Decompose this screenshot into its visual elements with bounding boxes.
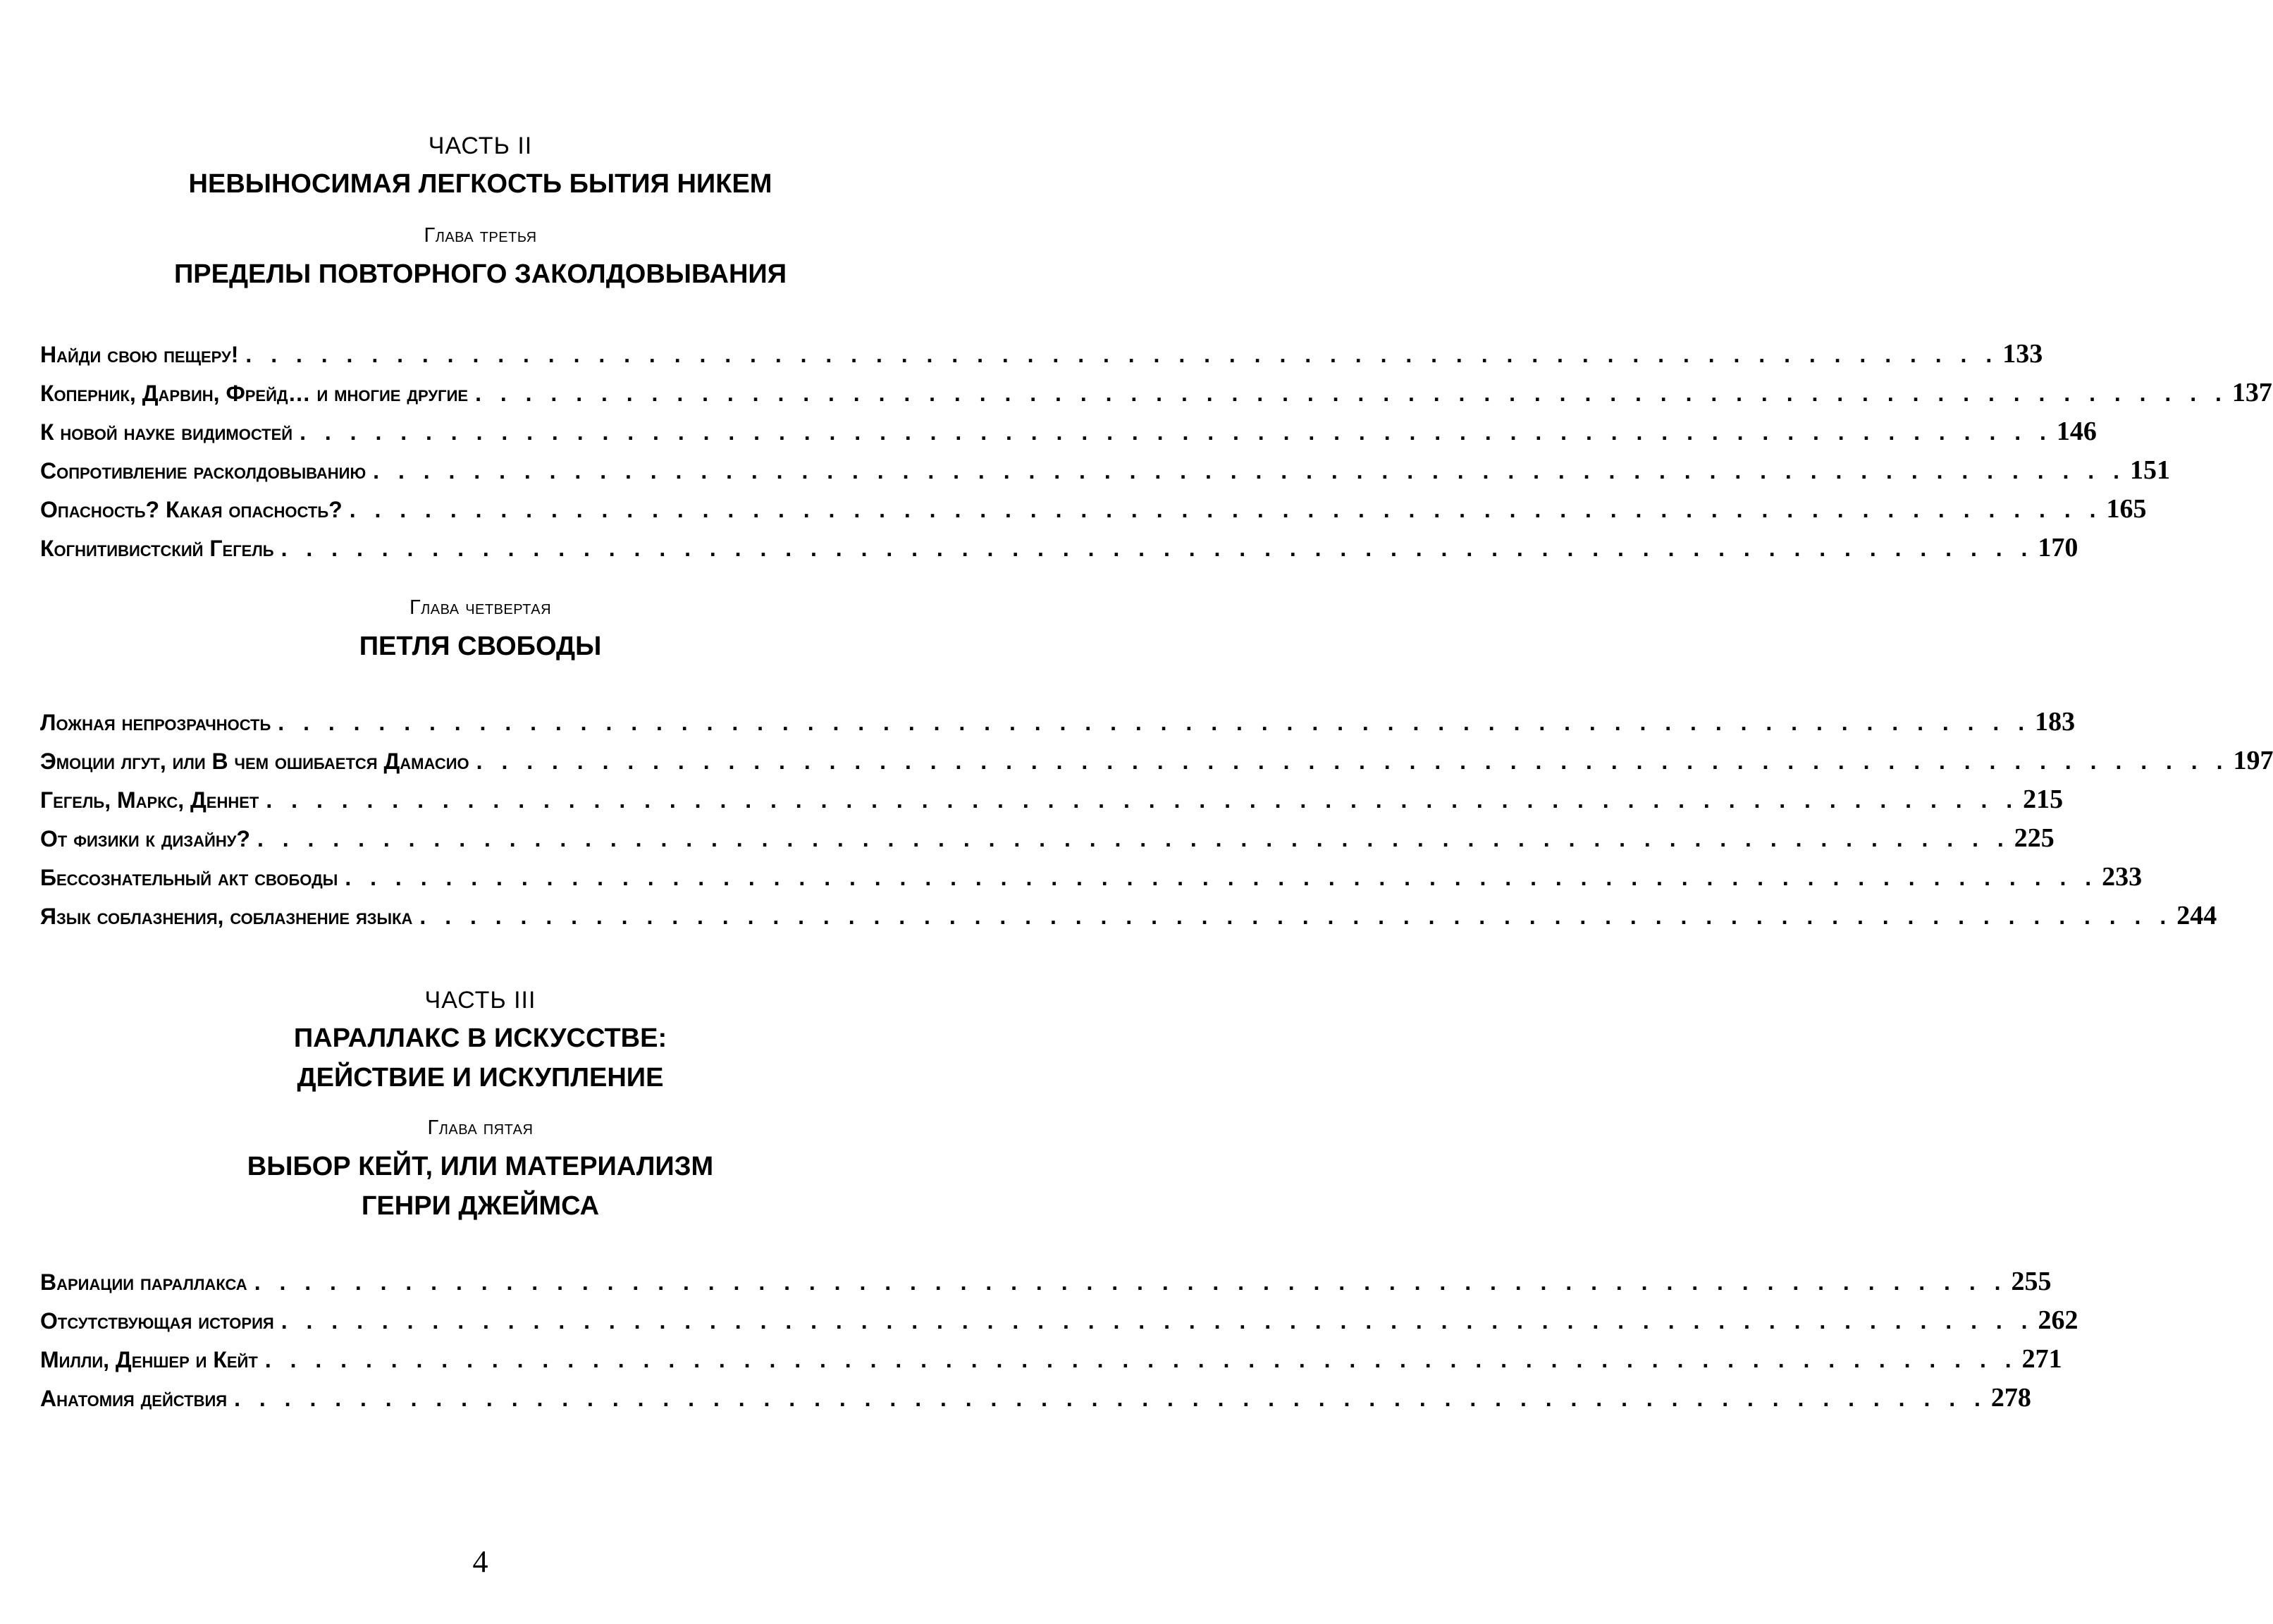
toc-entry-title: Когнитивистский Гегель <box>40 536 274 561</box>
toc-list-chapter4 <box>40 706 2273 939</box>
toc-entry-page: 225 <box>2014 823 2055 853</box>
dot-leader: . . . . . . . . . . . . . . . . . . . . . . . . . . . . . . . . . . . . . . . . . . . . . . . . . . . . . . . . . . . . . . . . . . . . . . <box>300 419 2052 445</box>
toc-entry-title: К новой науке видимостей <box>40 419 293 445</box>
toc-entry-title: Коперник, Дарвин, Фрейд… и многие другие <box>40 381 469 406</box>
toc-entry-title: От физики к дизайну? <box>40 826 250 851</box>
dot-leader: . . . . . . . . . . . . . . . . . . . . . . . . . . . . . . . . . . . . . . . . . . . . . . . . . . . . . . . . . . . . . . . . . . . . . . <box>475 381 2228 406</box>
part-title-line2: ДЕЙСТВИЕ И ИСКУПЛЕНИЕ <box>297 1063 664 1093</box>
chapter-title: ПРЕДЕЛЫ ПОВТОРНОГО ЗАКОЛДОВЫВАНИЯ <box>173 259 787 289</box>
toc-entry-page: 271 <box>2021 1344 2062 1374</box>
toc-entry <box>40 1382 2031 1421</box>
toc-entry <box>40 823 2055 861</box>
toc-entry-title: Милли, Деншер и Кейт <box>40 1347 258 1372</box>
toc-entry-page: 215 <box>2023 785 2064 814</box>
toc-entry <box>40 532 2078 571</box>
toc-entry <box>40 493 2147 532</box>
toc-entry-page: 133 <box>2002 339 2043 369</box>
toc-entry <box>40 784 2064 823</box>
toc-entry-page: 278 <box>1990 1383 2031 1413</box>
toc-entry <box>40 377 2272 416</box>
toc-entry <box>40 706 2076 745</box>
toc-entry-page: 137 <box>2231 378 2272 407</box>
chapter-title-line2: ГЕНРИ ДЖЕЙМСА <box>361 1191 600 1221</box>
toc-entry <box>40 745 2273 784</box>
toc-list-chapter3 <box>40 338 2272 571</box>
chapter-title-line1: ВЫБОР КЕЙТ, ИЛИ МАТЕРИАЛИЗМ <box>247 1152 714 1181</box>
toc-entry-title: Анатомия действия <box>40 1386 228 1411</box>
dot-leader: . . . . . . . . . . . . . . . . . . . . . . . . . . . . . . . . . . . . . . . . . . . . . . . . . . . . . . . . . . . . . . . . . . . . . . <box>349 497 2102 522</box>
dot-leader: . . . . . . . . . . . . . . . . . . . . . . . . . . . . . . . . . . . . . . . . . . . . . . . . . . . . . . . . . . . . . . . . . . . . . . <box>245 342 1999 367</box>
toc-entry-title: Эмоции лгут, или В чем ошибается Дамасио <box>40 749 469 774</box>
toc-entry <box>40 416 2097 455</box>
toc-entry <box>40 900 2217 939</box>
part-title-line1: ПАРАЛЛАКС В ИСКУССТВЕ: <box>293 1023 667 1053</box>
toc-entry <box>40 455 2170 493</box>
toc-entry-page: 183 <box>2035 707 2076 737</box>
toc-entry <box>40 1343 2062 1382</box>
toc-entry-title: Ложная непрозрачность <box>40 710 271 735</box>
page-number: 4 <box>472 1544 488 1579</box>
part-title: НЕВЫНОСИМАЯ ЛЕГКОСТЬ БЫТИЯ НИКЕМ <box>188 169 772 199</box>
toc-entry-page: 151 <box>2129 455 2170 485</box>
toc-entry-page: 197 <box>2233 746 2273 775</box>
dot-leader: . . . . . . . . . . . . . . . . . . . . . . . . . . . . . . . . . . . . . . . . . . . . . . . . . . . . . . . . . . . . . . . . . . . . . . <box>234 1386 1987 1411</box>
toc-entry-title: Найди свою пещеру! <box>40 342 239 367</box>
toc-entry-title: Язык соблазнения, соблазнение языка <box>40 904 413 929</box>
toc-entry-title: Сопротивление расколдовыванию <box>40 458 366 484</box>
dot-leader: . . . . . . . . . . . . . . . . . . . . . . . . . . . . . . . . . . . . . . . . . . . . . . . . . . . . . . . . . . . . . . . . . . . . . . <box>266 787 2019 813</box>
toc-list-chapter5 <box>40 1266 2078 1421</box>
toc-entry <box>40 861 2143 900</box>
toc-entry <box>40 1266 2052 1305</box>
dot-leader: . . . . . . . . . . . . . . . . . . . . . . . . . . . . . . . . . . . . . . . . . . . . . . . . . . . . . . . . . . . . . . . . . . . . . . <box>419 904 2173 929</box>
toc-entry-page: 233 <box>2102 862 2143 892</box>
toc-entry-title: Бессознательный акт свободы <box>40 865 338 890</box>
toc-entry-page: 146 <box>2056 417 2097 446</box>
dot-leader: . . . . . . . . . . . . . . . . . . . . . . . . . . . . . . . . . . . . . . . . . . . . . . . . . . . . . . . . . . . . . . . . . . . . . . <box>257 826 2010 851</box>
dot-leader: . . . . . . . . . . . . . . . . . . . . . . . . . . . . . . . . . . . . . . . . . . . . . . . . . . . . . . . . . . . . . . . . . . . . . . <box>278 710 2031 735</box>
toc-entry-title: Вариации параллакса <box>40 1269 247 1295</box>
dot-leader: . . . . . . . . . . . . . . . . . . . . . . . . . . . . . . . . . . . . . . . . . . . . . . . . . . . . . . . . . . . . . . . . . . . . . . <box>373 458 2126 484</box>
toc-entry-title: Отсутствующая история <box>40 1308 274 1334</box>
toc-entry-page: 262 <box>2038 1305 2078 1335</box>
toc-entry-page: 255 <box>2011 1267 2052 1296</box>
dot-leader: . . . . . . . . . . . . . . . . . . . . . . . . . . . . . . . . . . . . . . . . . . . . . . . . . . . . . . . . . . . . . . . . . . . . . . <box>264 1347 2018 1372</box>
toc-entry <box>40 1305 2078 1343</box>
dot-leader: . . . . . . . . . . . . . . . . . . . . . . . . . . . . . . . . . . . . . . . . . . . . . . . . . . . . . . . . . . . . . . . . . . . . . . <box>345 865 2098 890</box>
toc-entry-title: Опасность? Какая опасность? <box>40 497 343 522</box>
dot-leader: . . . . . . . . . . . . . . . . . . . . . . . . . . . . . . . . . . . . . . . . . . . . . . . . . . . . . . . . . . . . . . . . . . . . . . <box>281 1308 2034 1334</box>
chapter-label: Глава третья <box>424 224 537 247</box>
dot-leader: . . . . . . . . . . . . . . . . . . . . . . . . . . . . . . . . . . . . . . . . . . . . . . . . . . . . . . . . . . . . . . . . . . . . . . <box>254 1269 2007 1295</box>
toc-entry-page: 165 <box>2106 494 2147 524</box>
part-label: ЧАСТЬ III <box>424 987 536 1014</box>
dot-leader: . . . . . . . . . . . . . . . . . . . . . . . . . . . . . . . . . . . . . . . . . . . . . . . . . . . . . . . . . . . . . . . . . . . . . . <box>476 749 2229 774</box>
chapter-label: Глава четвертая <box>409 596 552 619</box>
toc-entry-page: 170 <box>2038 533 2078 562</box>
chapter-label: Глава пятая <box>427 1116 534 1139</box>
toc-entry <box>40 338 2043 377</box>
chapter-title: ПЕТЛЯ СВОБОДЫ <box>359 632 602 661</box>
part-label: ЧАСТЬ II <box>428 133 533 159</box>
toc-entry-page: 244 <box>2176 901 2217 930</box>
dot-leader: . . . . . . . . . . . . . . . . . . . . . . . . . . . . . . . . . . . . . . . . . . . . . . . . . . . . . . . . . . . . . . . . . . . . . . <box>281 536 2034 561</box>
toc-entry-title: Гегель, Маркс, Деннет <box>40 787 259 813</box>
